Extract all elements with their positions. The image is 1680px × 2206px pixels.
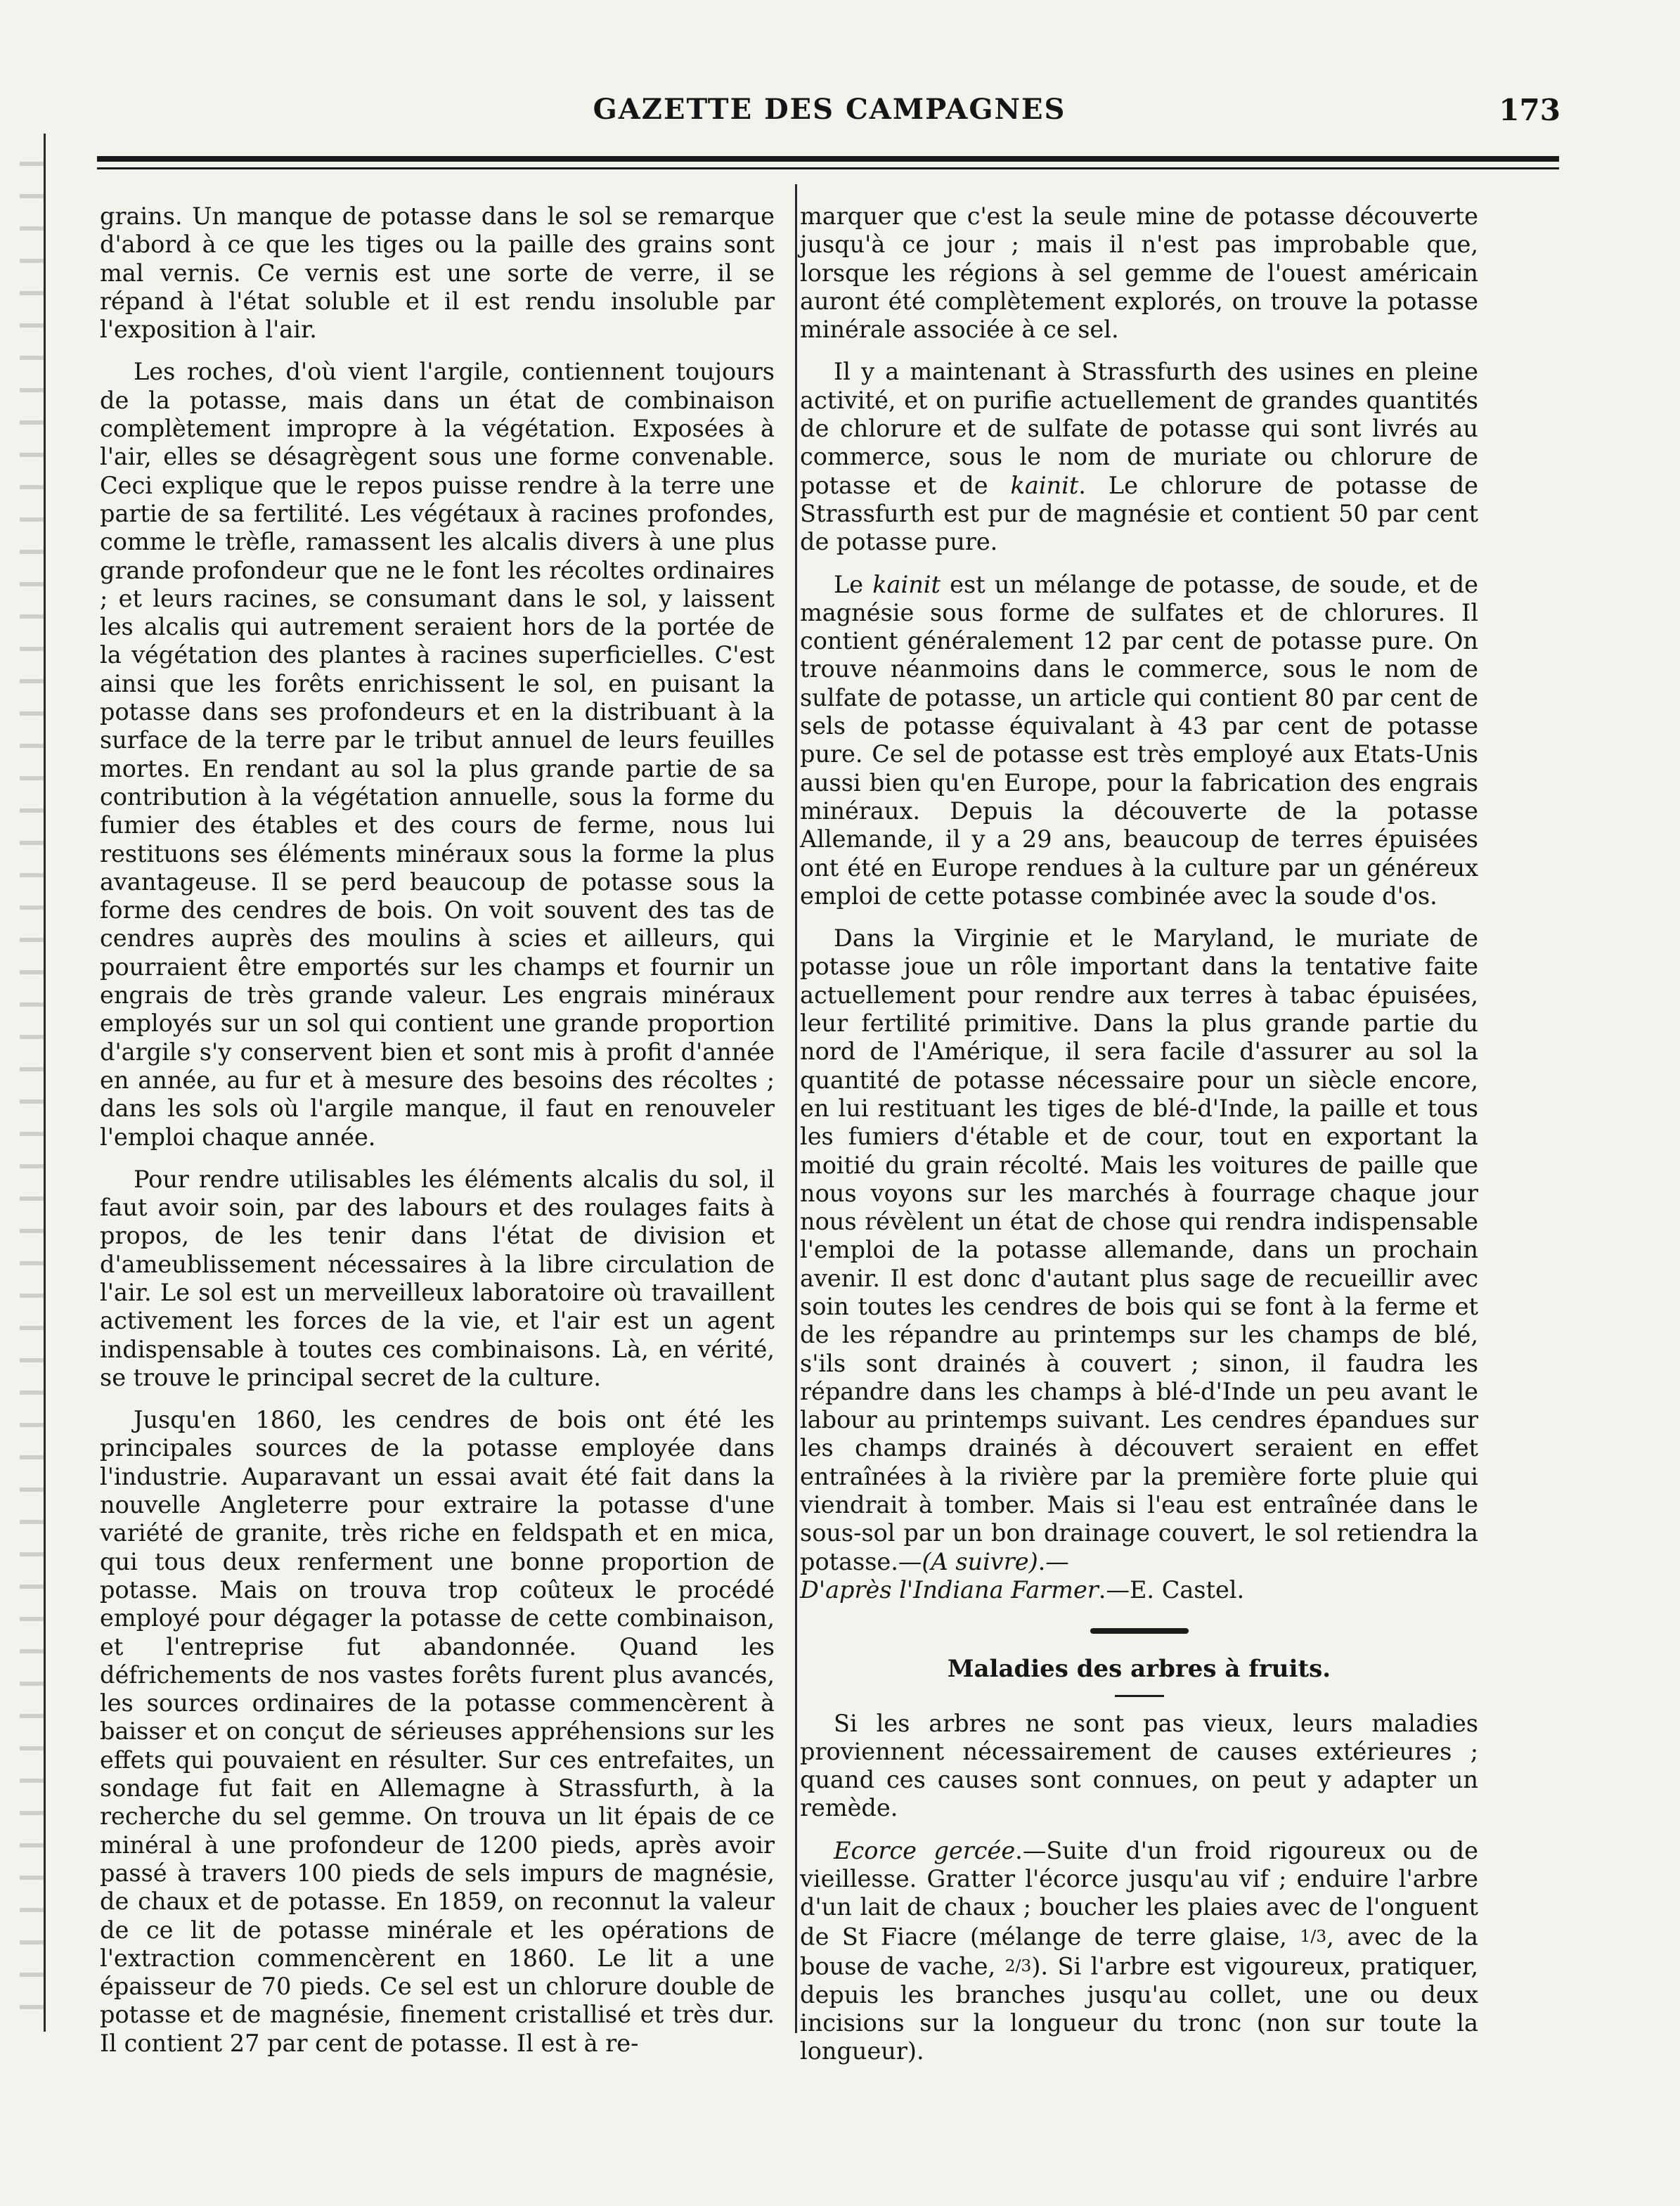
header-rule-thick (97, 156, 1559, 162)
text-run: Dans la Virginie et le Maryland, le muriate de potasse joue un rôle important dans la tentative faite actuellement pour rendre aux terres à tabac épuisées, leur fertilité primitive. Dans la plus grande partie du nord de l'Amérique, il sera facile d'assurer au sol la quantité de potasse nécessaire pour un siècle encore, en lui restituant les tiges de blé-d'Inde, la paille et tous les fumiers d'étable et de cour, tout en exportant la moitié du grain récolté. Mais les voitures de paille que nous voyons sur les marchés à fourrage chaque jour nous révèlent un état de chose qui rendra indispensable l'emploi de la potasse allemande, dans un prochain avenir. Il est donc d'autant plus sage de recueillir avec soin toutes les cendres de bois qui se font à la ferme et de les répandre au printemps sur les champs de blé, s'ils sont drainés à couvert ; sinon, il faudra les répandre dans les champs à blé-d'Inde un peu avant le labour au printemps suivant. Les cendres épandues sur les champs drainés à découvert seraient en effet entraînées à la rivière par la première forte pluie qui viendrait à tomber. Mais si l'eau est entraînée dans le sous-sol par un bon drainage couvert, le sol retiendra la potasse.— (800, 924, 1478, 1575)
source-attribution: D'après l'Indiana Farmer (800, 1575, 1099, 1604)
to-be-continued: (A suivre) (922, 1547, 1038, 1575)
section-separator (1090, 1628, 1189, 1634)
paragraph (800, 924, 1478, 1604)
left-column (100, 202, 775, 2058)
paragraph: grains. Un manque de potasse dans le sol se remarque d'abord à ce que les tiges ou la paille des grains sont mal vernis. Ce vernis est une sorte de verre, il se répand à l'état soluble et il est rendu insoluble par l'exposition à l'air. (100, 202, 775, 344)
header-rule-thin (97, 167, 1559, 169)
title-underline (1115, 1695, 1164, 1697)
text-run: est un mélange de potasse, de soude, et de magnésie sous forme de sulfates et de chlorures. Il contient généralement 12 par cent de potasse pure. On trouve néanmoins dans le commerce, sous le nom de sulfate de potasse, un article qui contient 80 par cent de sels de potasse équivalant à 43 par cent de potasse pure. Ce sel de potasse est très employé aux Etats-Unis aussi bien qu'en Europe, pour la fabrication des engrais minéraux. Depuis la découverte de la potasse Allemande, il y a 29 ans, beaucoup de terres épuisées ont été en Europe rendues à la culture par un généreux emploi de cette potasse combinée avec la soude d'os. (800, 570, 1478, 910)
page-binding-edge (20, 134, 46, 2032)
text-run: .—Suite d'un froid rigoureux ou de vieillesse. Gratter l'écorce jusqu'au vif ; enduire l'arbre d'un lait de chaux ; boucher les plaies avec de l'onguent de St Fiacre (mélange de terre glaise, (800, 1836, 1479, 1951)
column-divider (795, 184, 797, 2033)
paragraph (800, 571, 1478, 911)
fraction: 2/3 (1004, 1955, 1032, 1975)
entry-label: Ecorce gercée (834, 1836, 1016, 1864)
paragraph: Jusqu'en 1860, les cendres de bois ont été les principales sources de la potasse employée dans l'industrie. Auparavant un essai avait été fait dans la nouvelle Angleterre pour extraire la potasse d'une variété de granite, très riche en feldspath et en mica, qui tous deux renferment une bonne proportion de potasse. Mais on trouva trop coûteux le procédé employé pour dégager la potasse de cette combinaison, et l'entreprise fut abandonnée. Quand les défrichements de nos vastes forêts furent plus avancés, les sources ordinaires de la potasse commencèrent à baisser et on conçut de sérieuses appréhensions sur les effets qui pouvaient en résulter. Sur ces entrefaites, un sondage fut fait en Allemagne à Strassfurth, à la recherche du sel gemme. On trouva un lit épais de ce minéral à une profondeur de 1200 pieds, après avoir passé à travers 100 pieds de sels impurs de magnésie, de chaux et de potasse. En 1859, on reconnut la valeur de ce lit de potasse minérale et les opérations de l'extraction commencèrent en 1860. Le lit a une épaisseur de 70 pieds. Ce sel est un chlorure double de potasse et de magnésie, finement cristallisé et très dur. Il contient 27 par cent de potasse. Il est à re- (100, 1406, 775, 2057)
section-title: Maladies des arbres à fruits. (947, 1655, 1331, 1684)
text-run: , avec de la bouse de vache, (800, 1923, 1478, 1980)
publication-title: GAZETTE DES CAMPAGNES (593, 93, 1066, 126)
text-run: ). Si l'arbre est vigoureux, pratiquer, depuis les branches jusqu'au collet, une ou deux incisions sur la longueur du tronc (non sur toute la longueur). (800, 1952, 1478, 2065)
paragraph: marquer que c'est la seule mine de potasse découverte jusqu'à ce jour ; mais il n'est pas improbable que, lorsque les régions à sel gemme de l'ouest américain auront été complètement explorés, on trouve la potasse minérale associée à ce sel. (800, 202, 1478, 344)
text-run: Le (834, 570, 873, 598)
text-run: Il y a maintenant à Strassfurth des usines en pleine activité, et on purifie actuellement de grandes quantités de chlorure et de sulfate de potasse qui sont livrés au commerce, sous le nom de muriate ou chlorure de potasse et de (800, 358, 1478, 499)
page-header (98, 93, 1561, 135)
text-run: .— (1038, 1547, 1069, 1575)
paragraph: Pour rendre utilisables les éléments alcalis du sol, il faut avoir soin, par des labours et des roulages faits à propos, de les tenir dans l'état de division et d'ameublissement nécessaires à la libre circulation de l'air. Le sol est un merveilleux laboratoire où travaillent activement les forces de la vie, et l'air est un agent indispensable à toutes ces combinaisons. Là, en vérité, se trouve le principal secret de la culture. (100, 1165, 775, 1391)
italic-term: kainit (1010, 471, 1079, 499)
text-run: . Le chlorure de potasse de Strassfurth est pur de magnésie et contient 50 par cent de potasse pure. (800, 471, 1478, 556)
page-number: 173 (1499, 93, 1561, 127)
paragraph: Si les arbres ne sont pas vieux, leurs maladies proviennent nécessairement de causes extérieures ; quand ces causes sont connues, on peut y adapter un remède. (800, 1709, 1478, 1822)
author-signature: .—E. Castel. (1098, 1575, 1245, 1604)
paragraph (800, 1837, 1478, 2066)
fraction: 1/3 (1300, 1926, 1327, 1946)
italic-term: kainit (872, 570, 941, 598)
paragraph: Les roches, d'où vient l'argile, contiennent toujours de la potasse, mais dans un état de combinaison complètement impropre à la végétation. Exposées à l'air, elles se désagrègent sous une forme convenable. Ceci explique que le repos puisse rendre à la terre une partie de sa fertilité. Les végétaux à racines profondes, comme le trèfle, ramassent les alcalis divers à une plus grande profondeur que ne le font les récoltes ordinaires ; et leurs racines, se consumant dans le sol, y laissent les alcalis qui autrement seraient hors de la portée de la végétation des plantes à racines superficielles. C'est ainsi que les forêts enrichissent le sol, en puisant la potasse dans ses profondeurs et en la distribuant à la surface de la terre par le tribut annuel de leurs feuilles mortes. En rendant au sol la plus grande partie de sa contribution à la végétation annuelle, sous la forme du fumier des étables et des cours de ferme, nous lui restituons ses éléments minéraux sous la forme la plus avantageuse. Il se perd beaucoup de potasse sous la forme des cendres de bois. On voit souvent des tas de cendres auprès des moulins à scies et ailleurs, qui pourraient être emportés sur les champs et fournir un engrais de très grande valeur. Les engrais minéraux employés sur un sol qui contient une grande proportion d'argile s'y conservent bien et sont mis à profit d'année en année, au fur et à mesure des besoins des récoltes ; dans les sols où l'argile manque, il faut en renouveler l'emploi chaque année. (100, 358, 775, 1151)
paragraph (800, 358, 1478, 556)
right-column (800, 202, 1478, 2065)
